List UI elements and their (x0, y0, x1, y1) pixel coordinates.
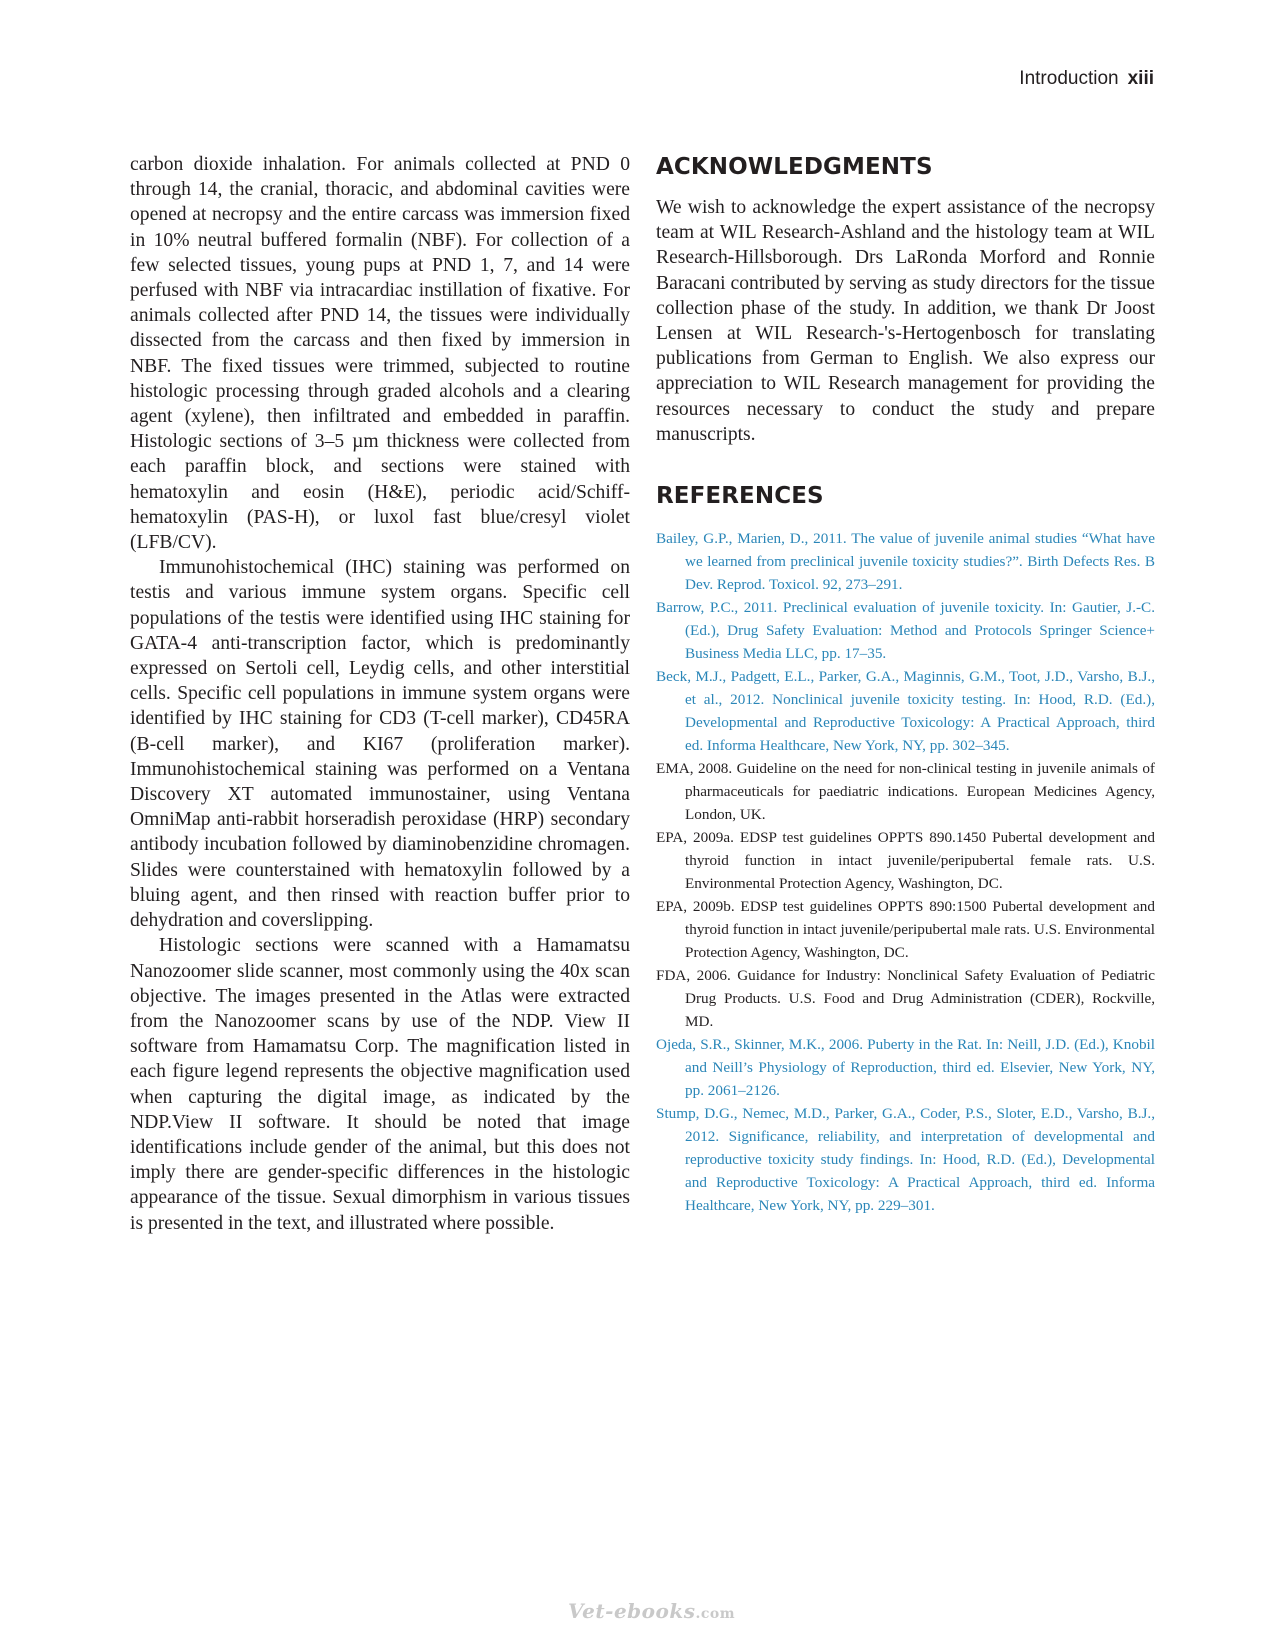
acknowledgments-text: We wish to acknowledge the expert assistance of the necropsy team at WIL Research-Ashland and the histology team at WIL Research-Hillsborough. Drs LaRonda Morford and Ronnie Baracani contributed by serving as study directors for the tissue collection phase of the study. In addition, we thank Dr Joost Lensen at WIL Research-'s-Hertogenbosch for translating publications from German to English. We also express our appreciation to WIL Research management for providing the resources necessary to conduct the study and prepare manuscripts. (656, 197, 1155, 445)
reference-item: EPA, 2009b. EDSP test guidelines OPPTS 890:1500 Pubertal development and thyroid function in intact juvenile/peripubertal male rats. U.S. Environmental Protection Agency, Washington, DC. (656, 898, 1155, 962)
left-column (130, 152, 630, 1236)
body-paragraph: carbon dioxide inhalation. For animals collected at PND 0 through 14, the cranial, thoracic, and abdominal cavities were opened at necropsy and the entire carcass was immersion fixed in 10% neutral buffered formalin (NBF). For collection of a few selected tissues, young pups at PND 1, 7, and 14 were perfused with NBF via intracardiac instillation of fixative. For animals collected after PND 14, the tissues were individually dissected from the carcass and then fixed by immersion in NBF. The fixed tissues were trimmed, subjected to routine histologic processing through graded alcohols and a clearing agent (xylene), then infiltrated and embedded in paraffin. Histologic sections of 3–5 µm thickness were collected from each paraffin block, and sections were stained with hematoxylin and eosin (H&E), periodic acid/Schiff-hematoxylin (PAS-H), or luxol fast blue/cresyl violet (LFB/CV). (130, 154, 630, 554)
reference-link[interactable]: Bailey, G.P., Marien, D., 2011. The value of juvenile animal studies “What have we learned from preclinical juvenile toxicity studies?”. Birth Defects Res. B Dev. Reprod. Toxicol. 92, 273–291. (656, 530, 1155, 594)
body-paragraph: Immunohistochemical (IHC) staining was performed on testis and various immune system organs. Specific cell populations of the testis were identified using IHC staining for GATA-4 anti-transcription factor, which is predominantly expressed on Sertoli cell, Leydig cells, and other interstitial cells. Specific cell populations in immune system organs were identified by IHC staining for CD3 (T-cell marker), CD45RA (B-cell marker), and KI67 (proliferation marker). Immunohistochemical staining was performed on a Ventana Discovery XT automated immunostainer, using Ventana OmniMap anti-rabbit horseradish peroxidase (HRP) secondary antibody incubation followed by diaminobenzidine chromagen. Slides were counterstained with hematoxylin followed by a bluing agent, and then rinsed with reaction buffer prior to dehydration and coverslipping. (130, 557, 630, 932)
acknowledgments-heading: ACKNOWLEDGMENTS (656, 154, 933, 180)
reference-item: FDA, 2006. Guidance for Industry: Nonclinical Safety Evaluation of Pediatric Drug Products. U.S. Food and Drug Administration (CDER), Rockville, MD. (656, 967, 1155, 1031)
reference-link[interactable]: Barrow, P.C., 2011. Preclinical evaluation of juvenile toxicity. In: Gautier, J.-C. (Ed.), Drug Safety Evaluation: Method and Protocols Springer Science+ Business Media LLC, pp. 17–35. (656, 599, 1155, 663)
running-head (1019, 68, 1154, 90)
reference-link[interactable]: Stump, D.G., Nemec, M.D., Parker, G.A., Coder, P.S., Sloter, E.D., Varsho, B.J., 2012. Significance, reliability, and interpretation of developmental and reproductive toxicity study findings. In: Hood, R.D. (Ed.), Developmental and Reproductive Toxicology: A Practical Approach, third ed. Informa Healthcare, New York, NY, pp. 229–301. (656, 1105, 1155, 1215)
reference-item: EMA, 2008. Guideline on the need for non-clinical testing in juvenile animals of pharmaceuticals for paediatric indications. European Medicines Agency, London, UK. (656, 760, 1155, 824)
references-heading: REFERENCES (656, 483, 824, 510)
page-number: xiii (1127, 68, 1154, 89)
watermark-name: Vet-ebooks (568, 1599, 696, 1623)
body-paragraph: Histologic sections were scanned with a Hamamatsu Nanozoomer slide scanner, most commonly using the 40x scan objective. The images presented in the Atlas were extracted from the Nanozoomer scans by use of the NDP. View II software from Hamamatsu Corp. The magnification listed in each figure legend represents the objective magnification used when capturing the digital image, as indicated by the NDP.View II software. It should be noted that image identifications include gender of the animal, but this does not imply there are gender-specific differences in the histologic appearance of the tissue. Sexual dimorphism in various tissues is presented in the text, and illustrated where possible. (130, 935, 630, 1234)
reference-list (656, 527, 1155, 1217)
reference-link[interactable]: Ojeda, S.R., Skinner, M.K., 2006. Puberty in the Rat. In: Neill, J.D. (Ed.), Knobil and Neill’s Physiology of Reproduction, third ed. Elsevier, New York, NY, pp. 2061–2126. (656, 1036, 1155, 1100)
section-title: Introduction (1019, 68, 1119, 89)
watermark-suffix: .com (695, 1606, 736, 1622)
watermark-logo (568, 1599, 735, 1623)
reference-item: EPA, 2009a. EDSP test guidelines OPPTS 890.1450 Pubertal development and thyroid function in intact juvenile/peripubertal female rats. U.S. Environmental Protection Agency, Washington, DC. (656, 829, 1155, 893)
right-column (656, 152, 1155, 1217)
reference-link[interactable]: Beck, M.J., Padgett, E.L., Parker, G.A., Maginnis, G.M., Toot, J.D., Varsho, B.J., et al., 2012. Nonclinical juvenile toxicity testing. In: Hood, R.D. (Ed.), Developmental and Reproductive Toxicology: A Practical Approach, third ed. Informa Healthcare, New York, NY, pp. 302–345. (656, 668, 1155, 755)
